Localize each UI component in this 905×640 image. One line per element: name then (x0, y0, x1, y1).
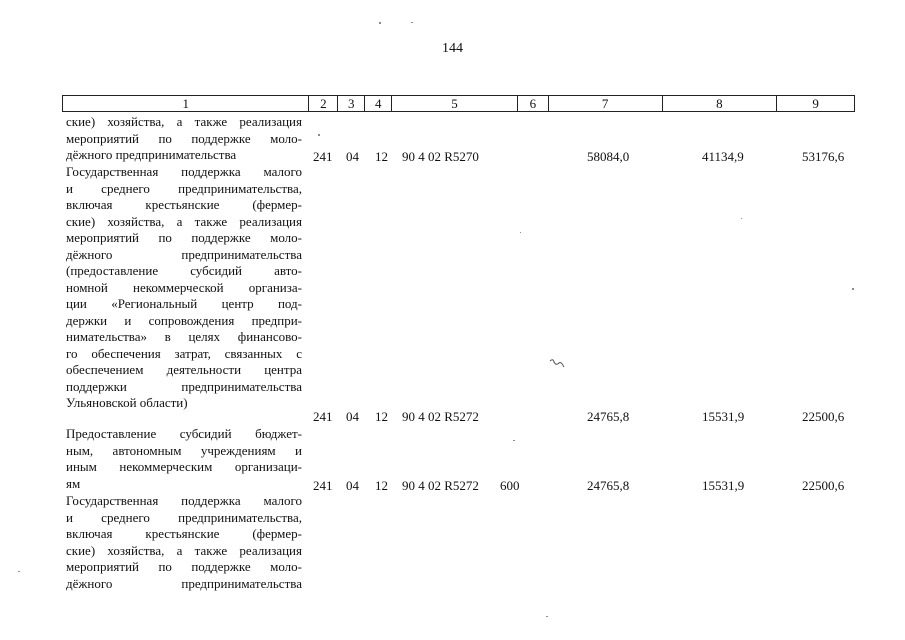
description-line: мероприятий по поддержке моло- (66, 559, 302, 574)
description-line: держки и сопровождения предпри- (66, 312, 302, 328)
header-col-1: 1 (63, 96, 309, 111)
description-line: Государственная поддержка малого (66, 164, 302, 179)
description-line: дёжного предпринимательства (66, 246, 302, 262)
description-line: ские) хозяйства, а также реализация (66, 542, 302, 558)
table-row (0, 475, 905, 494)
cell-col-6: 600 (500, 478, 520, 493)
cell-col-9: 22500,6 (802, 478, 845, 493)
description-line: ям (66, 475, 81, 491)
header-col-2: 2 (309, 96, 338, 111)
description-line: обеспечением деятельности центра (66, 362, 302, 377)
cell-col-4: 12 (375, 409, 388, 424)
table-header-row (62, 95, 855, 112)
cell-col-3: 04 (346, 478, 359, 493)
cell-col-2: 241 (313, 149, 333, 164)
description-line: дёжного предпринимательства (66, 147, 237, 162)
table-row (0, 409, 905, 425)
cell-col-8: 15531,9 (702, 409, 745, 424)
description-line: иным некоммерческим организаци- (66, 459, 302, 474)
cell-col-9: 22500,6 (802, 409, 845, 424)
pen-mark-icon (548, 357, 566, 374)
description-line: го обеспечения затрат, связанных с (66, 345, 302, 361)
description-line: ские) хозяйства, а также реализация (66, 114, 302, 129)
cell-col-3: 04 (346, 409, 359, 424)
scan-speck (318, 134, 320, 136)
cell-col-2: 241 (313, 409, 333, 424)
cell-col-8: 15531,9 (702, 478, 745, 493)
header-col-8: 8 (663, 96, 778, 111)
description-line: ции «Региональный центр под- (66, 296, 302, 311)
header-col-6: 6 (518, 96, 549, 111)
description-line: ские) хозяйства, а также реализация (66, 213, 302, 229)
cell-col-9: 53176,6 (802, 149, 845, 164)
scan-speck (852, 288, 854, 290)
cell-col-7: 58084,0 (587, 149, 630, 164)
cell-col-8: 41134,9 (702, 149, 744, 164)
scan-speck (520, 232, 521, 233)
header-col-4: 4 (365, 96, 392, 111)
description-block-2 (66, 164, 302, 412)
description-line: Государственная поддержка малого (66, 493, 302, 508)
description-line: включая крестьянские (фермер- (66, 197, 302, 212)
description-line: и среднего предпринимательства, (66, 180, 302, 196)
cell-col-2: 241 (313, 478, 333, 493)
cell-col-7: 24765,8 (587, 409, 630, 424)
page-number: 144 (442, 41, 463, 56)
cell-col-4: 12 (375, 478, 388, 493)
cell-col-5: 90 4 02 R5272 (402, 478, 479, 493)
scan-speck (379, 22, 381, 24)
description-line: мероприятий по поддержке моло- (66, 230, 302, 245)
description-line: поддержки предпринимательства (66, 378, 302, 394)
scan-speck (18, 571, 20, 572)
cell-col-4: 12 (375, 149, 388, 164)
description-line: номной некоммерческой организа- (66, 279, 302, 295)
description-line: дёжного предпринимательства (66, 575, 302, 591)
cell-col-3: 04 (346, 149, 359, 164)
header-col-5: 5 (392, 96, 518, 111)
description-line: Предоставление субсидий бюджет- (66, 426, 302, 441)
cell-col-7: 24765,8 (587, 478, 630, 493)
description-block-4 (66, 493, 302, 592)
scan-speck (513, 440, 515, 441)
table-row (0, 149, 905, 165)
description-line: Ульяновской области) (66, 395, 188, 410)
scan-speck (411, 22, 413, 23)
description-line: ным, автономным учреждениям и (66, 442, 302, 458)
cell-col-5: 90 4 02 R5272 (402, 409, 479, 424)
scan-speck (546, 616, 548, 617)
description-line: включая крестьянские (фермер- (66, 526, 302, 541)
cell-col-5: 90 4 02 R5270 (402, 149, 479, 164)
header-col-7: 7 (549, 96, 663, 111)
description-line: мероприятий по поддержке моло- (66, 130, 302, 146)
header-col-9: 9 (812, 96, 819, 111)
description-line: нимательства» в целях финансово- (66, 329, 302, 344)
description-line: (предоставление субсидий авто- (66, 263, 302, 278)
description-line: и среднего предпринимательства, (66, 509, 302, 525)
header-col-3: 3 (338, 96, 365, 111)
scan-speck (741, 218, 742, 219)
